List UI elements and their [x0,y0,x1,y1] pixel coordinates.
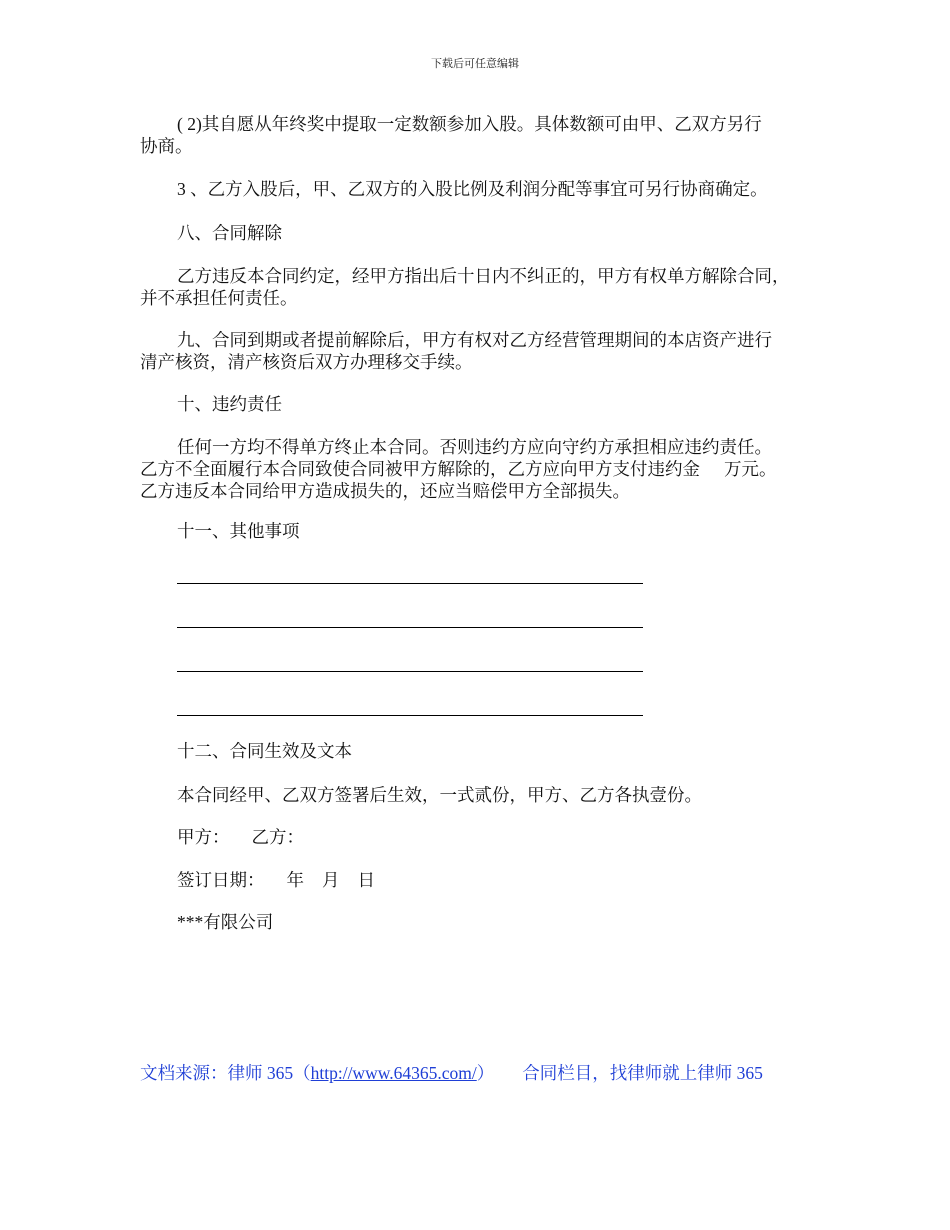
section-heading: 八、合同解除 [177,223,282,243]
signature-parties [177,826,304,848]
date-label: 签订日期： [177,870,265,890]
section-heading: 十二、合同生效及文本 [177,741,352,761]
paragraph-line: 3 、乙方入股后，甲、乙双方的入股比例及利润分配等事宜可另行协商确定。 [177,179,768,199]
company-name: ***有限公司 [177,912,274,932]
paragraph-line: 九、合同到期或者提前解除后，甲方有权对乙方经营管理期间的本店资产进行 [177,330,772,350]
paragraph-line: 本合同经甲、乙双方签署后生效，一式贰份，甲方、乙方各执壹份。 [177,785,702,805]
day-label: 日 [357,870,375,890]
section-heading: 十、违约责任 [177,394,282,414]
paragraph-line: 协商。 [140,136,193,156]
paragraph-line [140,458,777,480]
paragraph-line: 并不承担任何责任。 [140,288,298,308]
party-b-label: 乙方： [251,827,304,847]
section-heading: 十一、其他事项 [177,521,300,541]
month-label: 月 [322,870,340,890]
source-link[interactable]: http://www.64365.com/ [310,1063,477,1083]
party-a-label: 甲方： [177,827,230,847]
paragraph-line: ( 2)其自愿从年终奖中提取一定数额参加入股。具体数额可由甲、乙双方另行 [177,114,762,134]
blank-fill-line [177,627,643,628]
footer-right-text: 合同栏目，找律师就上律师 365 [522,1063,763,1083]
blank-fill-line [177,671,643,672]
paragraph-line: 乙方违反本合同约定，经甲方指出后十日内不纠正的，甲方有权单方解除合同， [177,266,790,286]
paragraph-line: 任何一方均不得单方终止本合同。否则违约方应向守约方承担相应违约责任。 [177,437,772,457]
paragraph-line: 乙方违反本合同给甲方造成损失的，还应当赔偿甲方全部损失。 [140,481,630,501]
blank-fill-line [177,583,643,584]
paragraph-text: 万元。 [724,459,777,479]
blank-fill-line [177,715,643,716]
paragraph-line: 清产核资，清产核资后双方办理移交手续。 [140,352,473,372]
paragraph-text: 乙方不全面履行本合同致使合同被甲方解除的，乙方应向甲方支付违约金 [140,459,700,479]
footer-suffix: ） [476,1063,495,1083]
year-label: 年 [286,870,304,890]
page-header: 下载后可任意编辑 [431,58,519,70]
document-source-footer [140,1062,763,1084]
signing-date [177,869,375,891]
footer-prefix: 文档来源：律师 365（ [140,1063,311,1083]
